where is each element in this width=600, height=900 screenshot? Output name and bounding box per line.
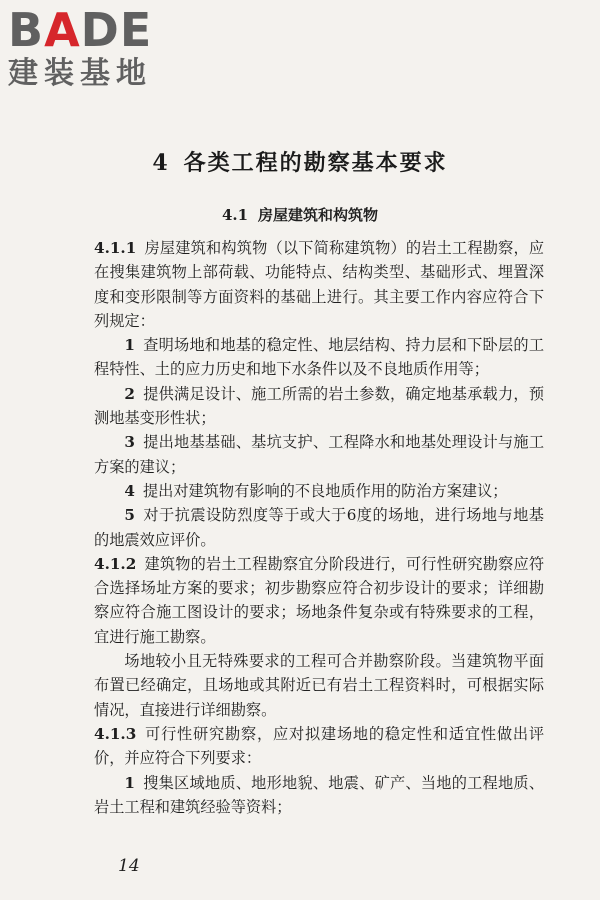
bade-logo <box>8 3 178 92</box>
logo-wordmark <box>8 3 178 57</box>
list-item <box>94 333 544 382</box>
clause-number: 4.1.1 <box>94 239 137 257</box>
section-title <box>0 204 600 225</box>
clause-4-1-2 <box>94 552 544 649</box>
list-item <box>94 771 544 820</box>
logo-letter-b: B <box>8 3 45 57</box>
item-number: 5 <box>124 506 135 525</box>
section-title-text: 房屋建筑和构筑物 <box>258 206 379 224</box>
logo-subtitle: 建装基地 <box>8 56 152 91</box>
item-number: 1 <box>124 773 135 792</box>
page-number: 14 <box>118 856 140 876</box>
clause-4-1-3 <box>94 722 544 771</box>
chapter-title-text: 各类工程的勘察基本要求 <box>183 150 448 176</box>
item-text: 提出地基基础、基坑支护、工程降水和地基处理设计与施工方案的建议； <box>94 433 544 476</box>
item-number: 1 <box>124 336 135 355</box>
list-item <box>94 382 544 431</box>
item-number: 2 <box>124 384 135 403</box>
list-item <box>94 430 544 479</box>
section-number: 4.1 <box>221 206 249 224</box>
logo-letter-a: A <box>44 3 81 57</box>
clause-number: 4.1.3 <box>94 724 137 743</box>
item-text: 查明场地和地基的稳定性、地层结构、持力层和下卧层的工程特性、土的应力历史和地下水条件以及不良地质作用等； <box>94 336 544 379</box>
body-text <box>94 236 544 819</box>
clause-text: 房屋建筑和构筑物（以下简称建筑物）的岩土工程勘察，应在搜集建筑物上部荷载、功能特点、结构类型、基础形式、埋置深度和变形限制等方面资料的基础上进行。其主要工作内容应符合下列规定： <box>94 239 544 330</box>
clause-paragraph: 场地较小且无特殊要求的工程可合并勘察阶段。当建筑物平面布置已经确定，且场地或其附近已有岩土工程资料时，可根据实际情况，直接进行详细勘察。 <box>94 652 544 719</box>
item-number: 4 <box>124 481 135 500</box>
clause-4-1-1 <box>94 236 544 333</box>
item-text: 搜集区域地质、地形地貌、地震、矿产、当地的工程地质、岩土工程和建筑经验等资料； <box>94 773 544 816</box>
chapter-title <box>0 146 600 177</box>
item-number: 3 <box>124 433 135 452</box>
item-text: 对于抗震设防烈度等于或大于6度的场地，进行场地与地基的地震效应评价。 <box>94 506 544 549</box>
clause-text: 可行性研究勘察，应对拟建场地的稳定性和适宜性做出评价，并应符合下列要求： <box>94 724 544 768</box>
list-item <box>94 503 544 552</box>
chapter-number: 4 <box>152 150 170 176</box>
logo-letter-e: E <box>119 3 153 57</box>
clause-number: 4.1.2 <box>94 554 137 573</box>
list-item <box>94 479 544 503</box>
item-text: 提出对建筑物有影响的不良地质作用的防治方案建议； <box>142 481 508 500</box>
clause-text: 建筑物的岩土工程勘察宜分阶段进行，可行性研究勘察应符合选择场址方案的要求；初步勘察应符合初步设计的要求；详细勘察应符合施工图设计的要求；场地条件复杂或有特殊要求的工程，宜进行施工勘察。 <box>94 554 544 646</box>
item-text: 提供满足设计、施工所需的岩土参数，确定地基承载力，预测地基变形性状； <box>94 384 544 428</box>
logo-letter-d: D <box>80 3 120 57</box>
